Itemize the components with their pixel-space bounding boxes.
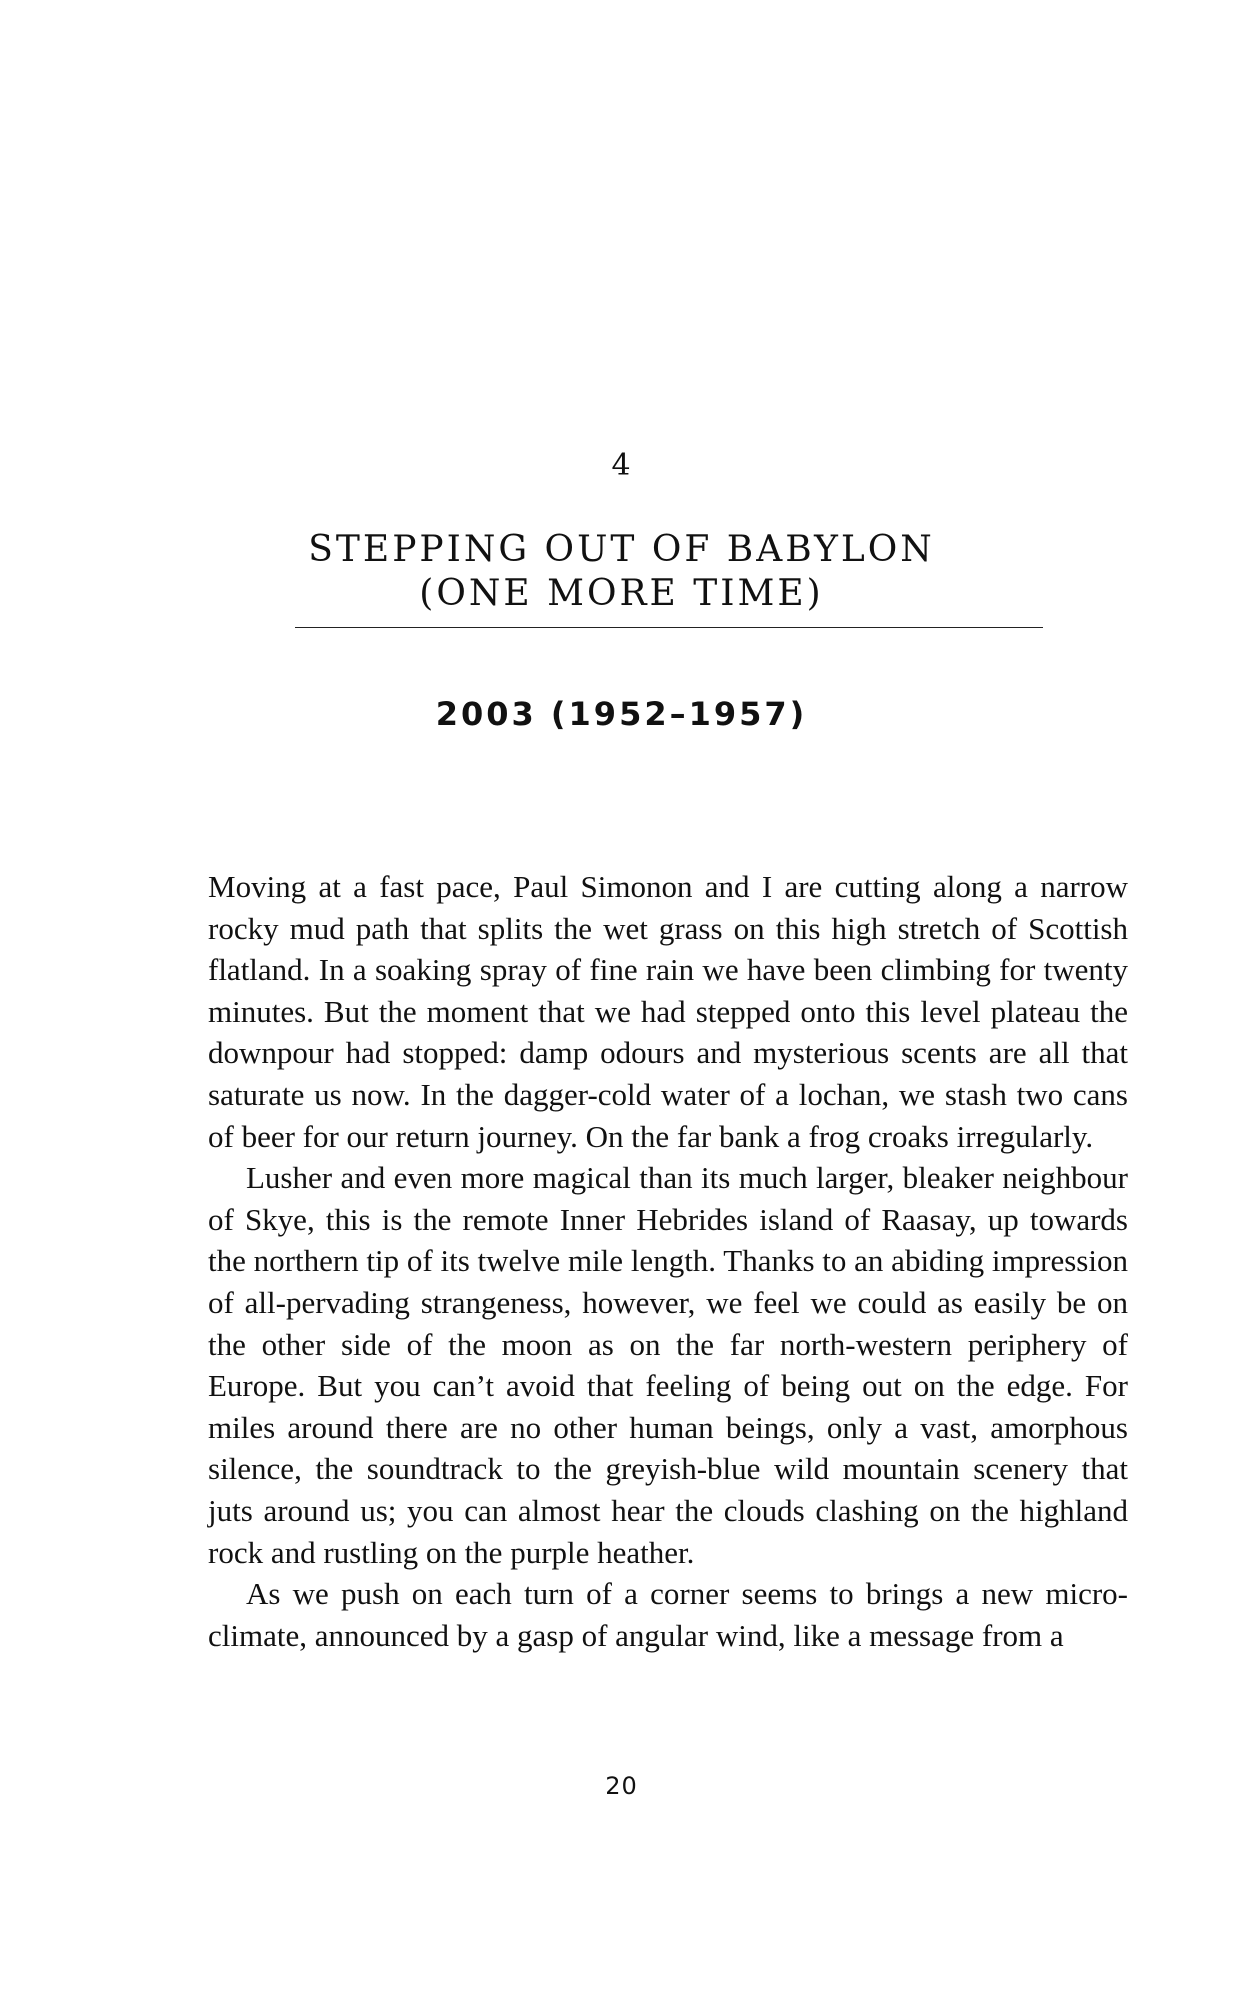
- chapter-number: 4: [611, 448, 632, 483]
- chapter-title-line-1: STEPPING OUT OF BABYLON: [308, 529, 935, 570]
- chapter-title-line-2: (ONE MORE TIME): [419, 573, 824, 614]
- chapter-dates: 2003 (1952–1957): [435, 695, 808, 733]
- body-text: [208, 866, 1128, 1656]
- chapter-title: [0, 528, 1243, 616]
- title-divider: [295, 627, 1043, 628]
- page-number: 20: [605, 1772, 638, 1800]
- paragraph: Moving at a fast pace, Paul Simonon and I are cutting along a narrow rocky mud path that splits the wet grass on this high stretch of Scottish flatland. In a soaking spray of fine rain we have been climbing for twenty minutes. But the moment that we had stepped onto this level plateau the downpour had stopped: damp odours and mysterious scents are all that saturate us now. In the dagger-cold water of a lochan, we stash two cans of beer for our return journey. On the far bank a frog croaks irregularly.: [208, 869, 1128, 1154]
- paragraph: Lusher and even more magical than its much larger, bleaker neighbour of Skye, this is the remote Inner Hebrides island of Raasay, up towards the northern tip of its twelve mile length. Thanks to an abiding impression of all-pervading strangeness, however, we feel we could as easily be on the other side of the moon as on the far north-western periphery of Europe. But you can’t avoid that feeling of being out on the edge. For miles around there are no other human beings, only a vast, amorphous silence, the soundtrack to the greyish-blue wild mountain scenery that juts around us; you can almost hear the clouds clashing on the highland rock and rustling on the purple heather.: [208, 1160, 1128, 1570]
- paragraph: As we push on each turn of a corner seems to brings a new microclimate, announced by a gasp of angular wind, like a message from a: [208, 1576, 1128, 1653]
